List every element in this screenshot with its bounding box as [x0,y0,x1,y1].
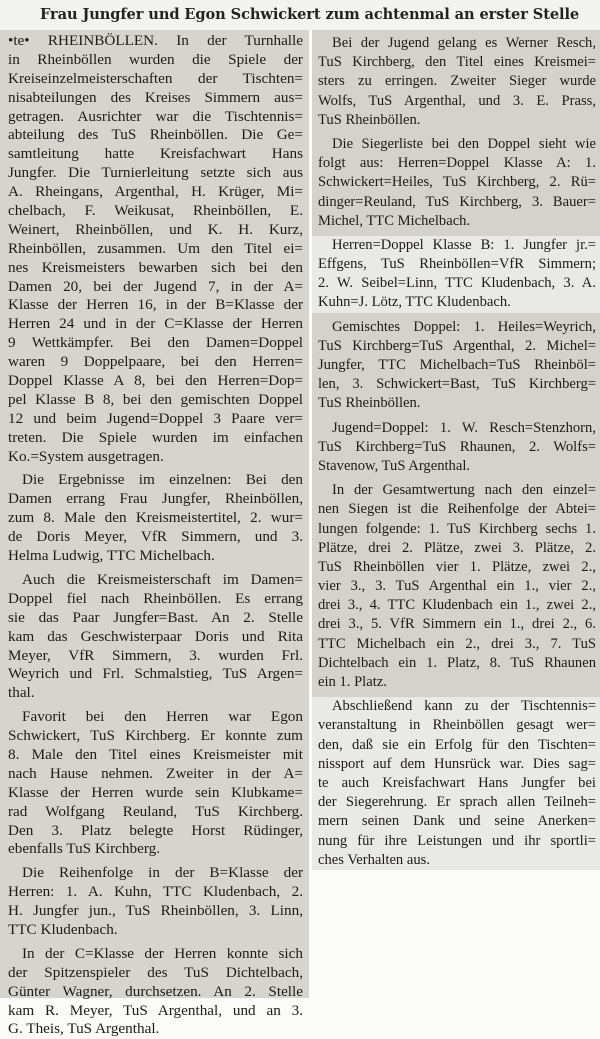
text-line: mern seinen Dank und seine Anerken= [318,813,596,830]
text-line: TTC Kludenbach. [8,920,118,938]
text-line: Kreiseinzelmeisterschaften der Tischten= [8,69,303,87]
text-line: veranstaltung in Rheinböllen gesagt wer= [318,717,596,734]
article-headline: Frau Jungfer und Egon Schwickert zum achtenmal an erster Stelle [0,0,600,30]
text-line: ein 1. Platz. [318,674,387,690]
text-line: In der C=Klasse der Herren konnte sich [22,944,303,962]
text-line: de Doris Meyer, VfR Simmern, und 3. [8,528,303,546]
article-paragraph [318,135,596,231]
text-line: chelbach, F. Weikusat, Rheinböllen, E. [8,202,303,220]
text-line: Gemischtes Doppel: 1. Heiles=Weyrich, [332,318,596,335]
text-line: der Siegerehrung. Er sprach allen Teilneh= [318,794,596,811]
text-line: samtleitung hatte Kreisfachwart Hans [8,145,303,163]
text-line: in Rheinböllen wurden die Spiele der [8,50,303,68]
article-paragraph [312,236,600,313]
text-line: 9 Wettkämpfer. Bei den Damen=Doppel [8,334,303,352]
text-line: Herren: 1. A. Kuhn, TTC Kludenbach, 2. [8,883,303,901]
text-line: Kuhn=J. Lötz, TTC Kludenbach. [318,294,511,311]
text-line: Favorit bei den Herren war Egon [22,708,303,726]
text-line: rad Wolfgang Reuland, TuS Kirchberg. [8,802,303,820]
text-line: drei 3., 4. TTC Kludenbach ein 1., zwei 2., [318,597,596,614]
text-line: ches Verhalten aus. [318,851,430,868]
text-line: G. Theis, TuS Argenthal. [8,1020,160,1038]
text-line: Auch die Kreismeisterschaft im Damen= [22,570,303,588]
text-line: Jugend=Doppel: 1. W. Resch=Stenzhorn, [332,419,596,436]
text-line: drei 3., 5. VfR Simmern ein 1., drei 2., 6. [318,616,596,633]
text-line: len, 3. Schwickert=Bast, TuS Kirchberg= [318,376,596,393]
text-line: nisabteilungen des Kreises Simmern aus= [8,88,303,106]
article-paragraph [8,32,303,466]
text-line: Doppel Klasse A 8, bei den Herren=Dop= [8,372,303,390]
text-line: Plätze, drei 2. Plätze, zwei 3. Plätze, 2. [318,539,596,556]
text-line: Herren=Doppel Klasse B: 1. Jungfer jr.= [332,236,596,253]
text-line: •te• RHEINBÖLLEN. In der Turnhalle [8,32,303,49]
text-line: Meyer, VfR Simmern, 3. wurden Frl. [8,646,303,664]
article-paragraph [8,471,303,565]
article-paragraph [318,481,596,692]
text-line: Helma Ludwig, TTC Michelbach. [8,547,215,565]
article-paragraph [8,571,303,703]
text-line: TuS Rheinböllen. [318,111,421,128]
text-line: nen Siegen ist die Reihenfolge der Abtei= [318,501,596,518]
article-paragraph [8,945,303,1039]
text-line: TuS Rheinböllen vier 1. Plätze, zwei 2., [318,558,596,575]
text-line: Herren 24 und in der C=Klasse der Herren [8,315,303,333]
text-line: Dichtelbach ein 1. Platz, 8. TuS Rhaunen [318,654,596,671]
text-line: Die Reihenfolge in der B=Klasse der [22,864,303,882]
text-line: Weinert, Rheinböllen, und K. H. Kurz, [8,220,303,238]
text-line: den, daß sie ein Erfolg für den Tischten= [318,736,596,753]
text-line: Damen 20, bei der Jugend 7, in der A= [8,277,303,295]
text-line: Die Siegerliste bei den Doppel sieht wie [332,135,596,152]
text-line: Stavenow, TuS Argenthal. [318,457,471,474]
article-right-column [312,30,600,868]
text-line: Den 3. Platz belegte Horst Rüdinger, [8,821,303,839]
text-line: Weyrich und Frl. Schmalstieg, TuS Argen= [8,665,303,683]
text-line: A. Rheingans, Argenthal, H. Krüger, Mi= [8,183,303,201]
text-line: lungen folgende: 1. TuS Kirchberg sechs 1. [318,520,596,537]
text-line: Abschließend kann zu der Tischtennis= [332,698,596,715]
article-paragraph [318,419,596,477]
text-line: nissport auf dem Hunsrück war. Dies sag= [318,755,596,772]
text-line: kam das Geschwisterpaar Doris und Rita [8,627,303,645]
text-line: In der Gesamtwertung nach den einzel= [332,482,596,499]
text-line: Damen errang Frau Jungfer, Rheinböllen, [8,490,303,508]
text-line: TuS Kirchberg=TuS Argenthal, 2. Michel= [318,337,596,354]
text-line: zum 8. Male den Kreismeistertitel, 2. wur= [8,509,303,527]
text-line: sters zu erringen. Zweiter Sieger wurde [318,73,596,90]
text-line: pel Klasse B 8, bei den gemischten Doppel [8,390,303,408]
article-paragraph [8,864,303,940]
text-line: folgt aus: Herren=Doppel Klasse A: 1. [318,155,596,172]
text-line: waren 9 Doppelpaare, bei den Herren= [8,353,303,371]
text-line: Klasse der Herren wurde sein Klubkame= [8,783,303,801]
text-line: sie das Paar Jungfer=Bast. An 2. Stelle [8,608,303,626]
text-line: Bei der Jugend gelang es Werner Resch, [332,35,596,51]
article-paragraph [8,708,303,859]
text-line: ebenfalls TuS Kirchberg. [8,840,161,858]
text-line: nach Hause nehmen. Zweiter in der A= [8,764,303,782]
text-line: Schwickert=Heiles, TuS Kirchberg, 2. Rü= [318,174,596,191]
article-left-column [0,30,309,1038]
text-line: Michel, TTC Michelbach. [318,212,471,229]
text-line: Doppel fiel nach Rheinböllen. Es errang [8,589,303,607]
text-line: TTC Michelbach ein 2., drei 3., 7. TuS [318,635,596,652]
text-line: nes Kreismeisters bewarben sich bei den [8,258,303,276]
text-line: treten. Die Spiele wurden im einfachen [8,428,303,446]
text-line: dinger=Reuland, TuS Kirchberg, 3. Bauer= [318,193,596,210]
text-line: abteilung des TuS Rheinböllen. Die Ge= [8,126,303,144]
text-line: TuS Rheinböllen. [318,395,421,412]
text-line: Rheinböllen, zusammen. Um den Titel ei= [8,239,303,257]
text-line: Jungfer. Die Turnierleitung setzte sich aus [8,164,303,182]
text-line: vier 3., 3. TuS Argenthal ein 1., vier 2., [318,578,596,595]
text-line: 2. W. Seibel=Linn, TTC Kludenbach, 3. A. [318,275,596,292]
text-line: 8. Male den Titel eines Kreismeister mit [8,745,303,763]
text-line: kam R. Meyer, TuS Argenthal, und an 3. [8,1001,303,1019]
text-line: Günter Wagner, durchsetzen. An 2. Stelle [8,982,303,1000]
text-line: Jungfer, TTC Michelbach=TuS Rheinböl= [318,357,596,373]
text-line: thal. [8,684,35,702]
text-line: nung für ihre Leistungen und ihr sportli= [318,832,596,849]
text-line: getragen. Ausrichter war die Tischtennis= [8,107,303,125]
text-line: Schwickert, TuS Kirchberg. Er konnte zum [8,727,303,745]
text-line: H. Jungfer jun., TuS Rheinböllen, 3. Linn, [8,902,303,920]
text-line: TuS Kirchberg=TuS Rhaunen, 2. Wolfs= [318,438,596,455]
text-line: Ko.=System ausgetragen. [8,447,164,465]
text-line: Wolfs, TuS Argenthal, und 3. E. Prass, [318,92,596,109]
text-line: Die Ergebnisse im einzelnen: Bei den [22,471,303,489]
text-line: der Spitzenspieler des TuS Dichtelbach, [8,963,303,981]
text-line: Effgens, TuS Rheinböllen=VfR Simmern; [318,256,596,273]
text-line: TuS Kirchberg, den Titel eines Kreismei= [318,54,596,71]
article-paragraph [318,318,596,414]
text-line: Klasse der Herren 16, in der B=Klasse der [8,296,303,314]
text-line: te auch Kreisfachwart Hans Jungfer bei [318,774,596,791]
text-line: 12 und beim Jugend=Doppel 3 Paare ver= [8,409,303,427]
article-paragraph [318,34,596,130]
article-paragraph [312,697,600,870]
